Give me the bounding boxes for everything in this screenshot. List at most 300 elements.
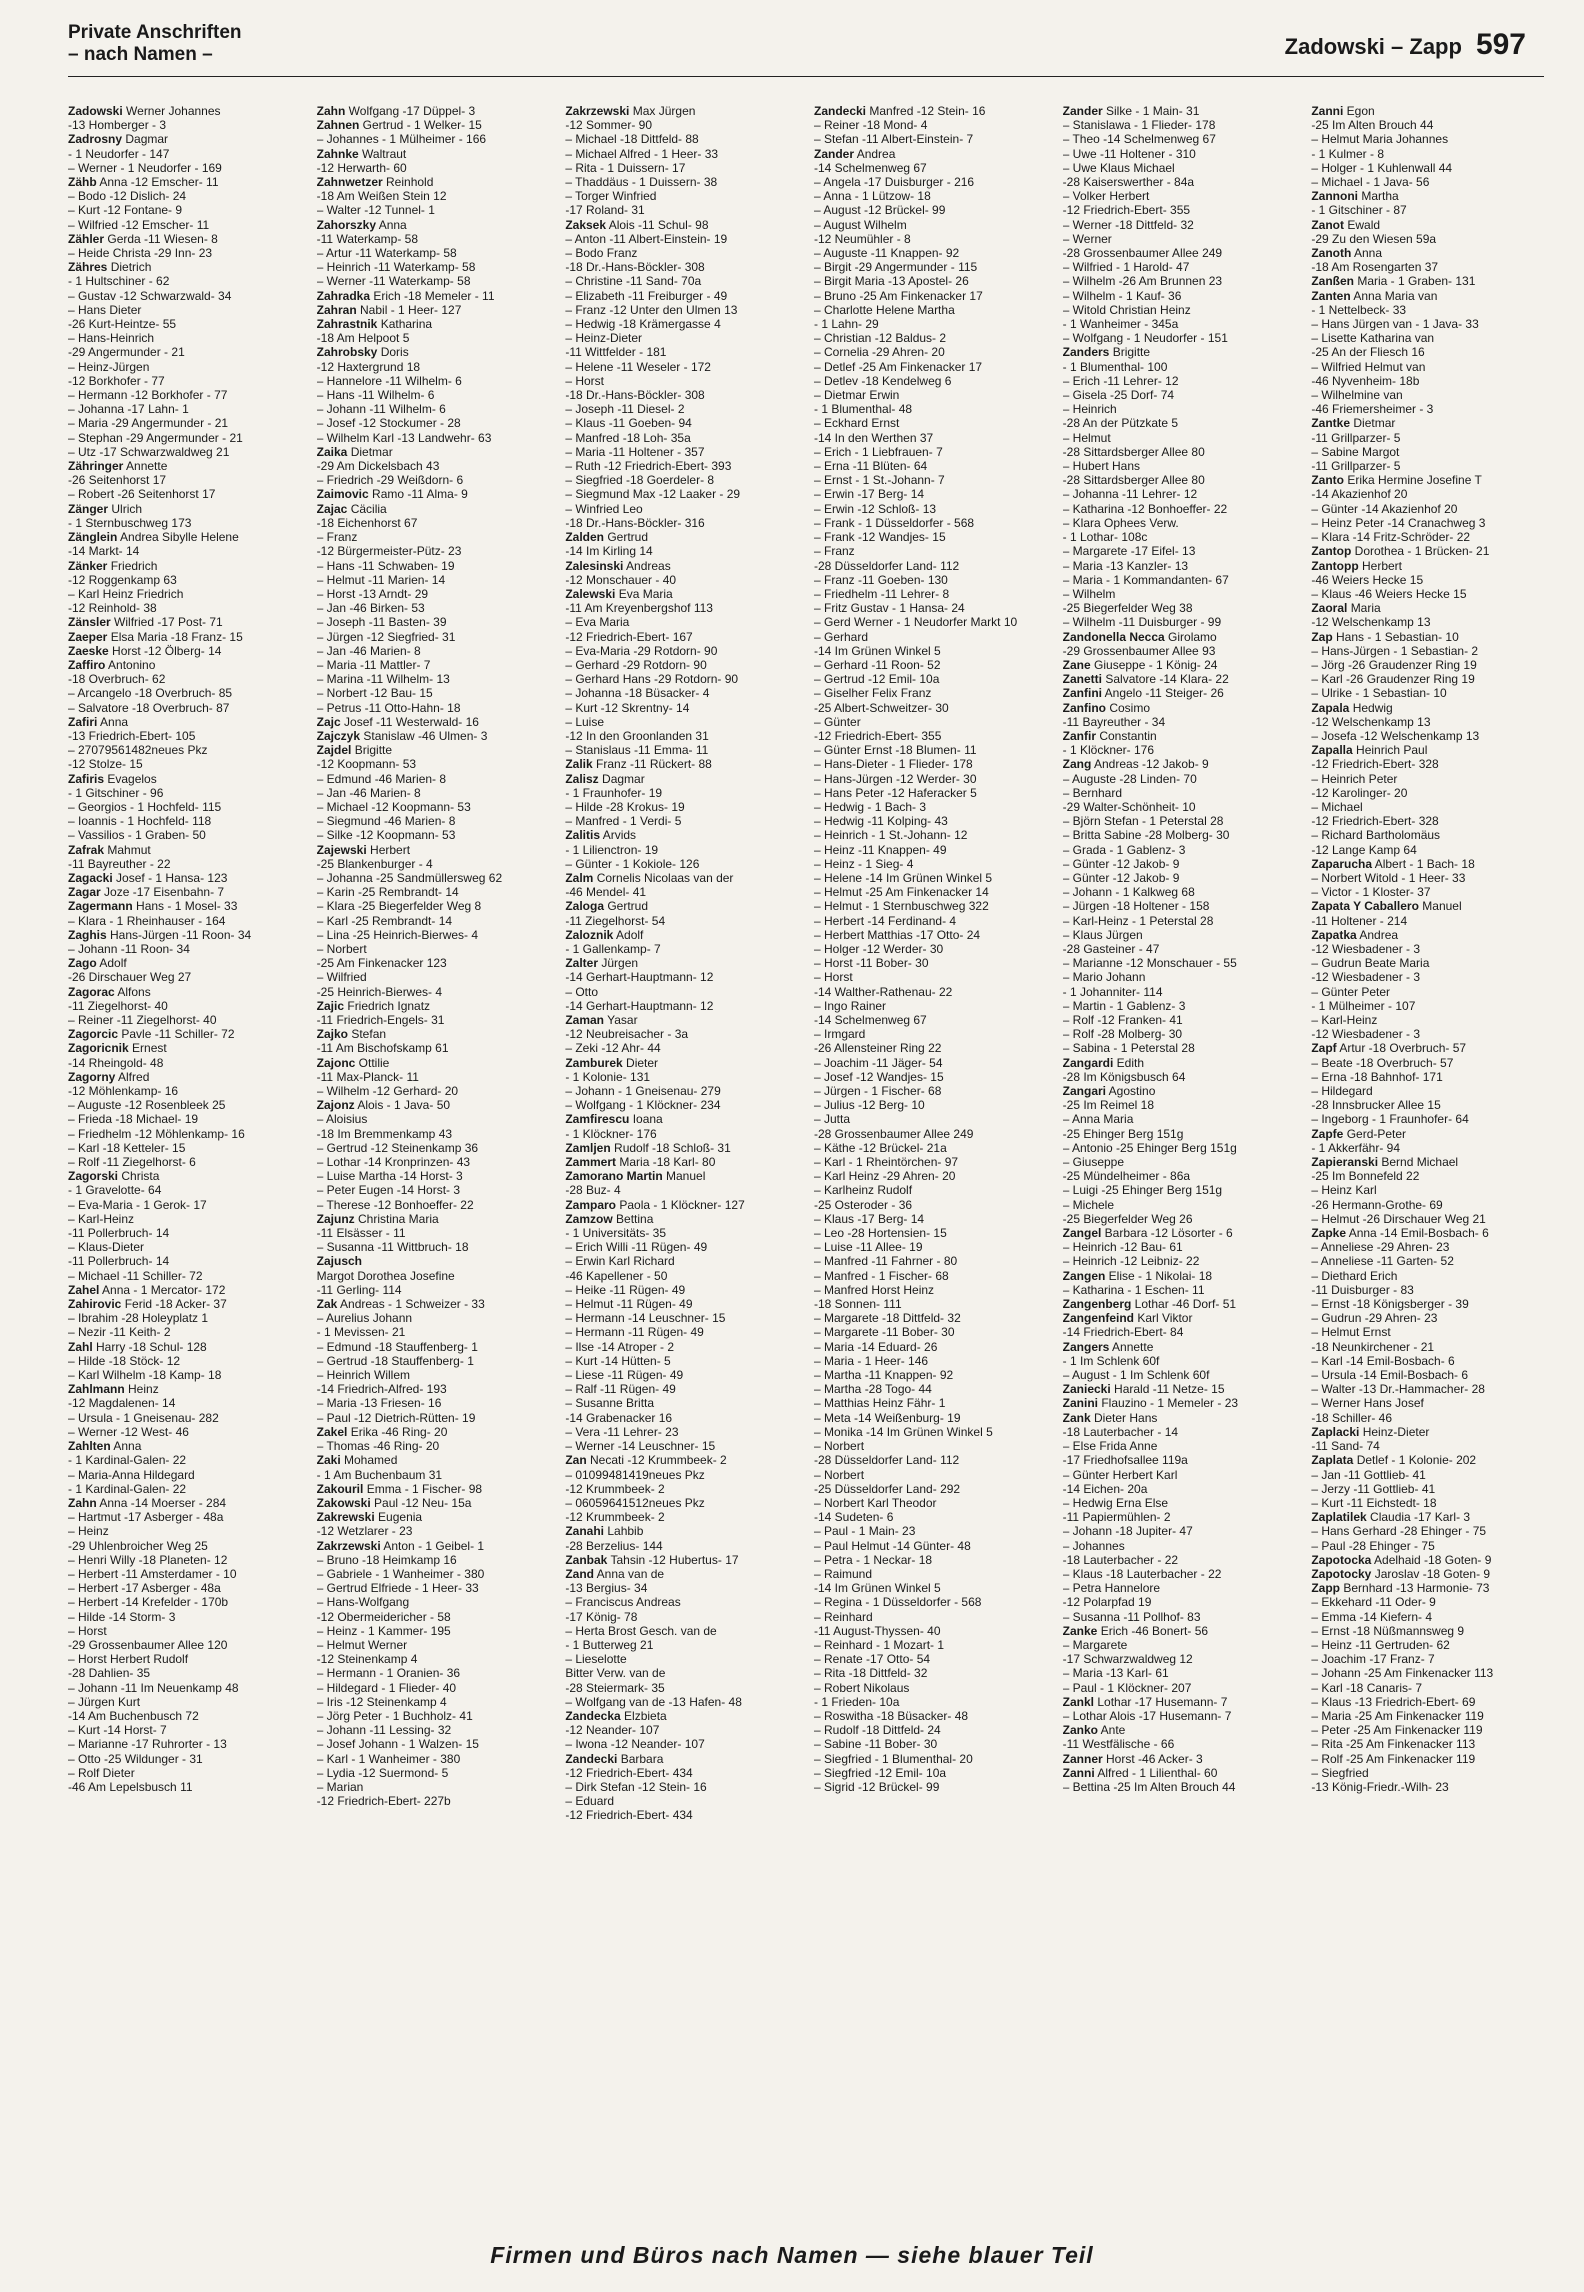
entry-text: Tahsin -12 Hubertus- 17 (610, 1552, 739, 1567)
entry-text: - 1 Blumenthal- 48 (814, 402, 913, 417)
entry-text: – Jürgen -12 Siegfried- 31 (316, 629, 456, 644)
entry-text: – Johann - 1 Gneisenau- 279 (565, 1084, 721, 1099)
listing-entry (68, 658, 305, 672)
entry-text: -11 Friedrich-Engels- 31 (316, 1013, 445, 1027)
listing-entry (1063, 232, 1300, 246)
entry-text: Dorothea - 1 Brücken- 21 (1354, 544, 1490, 559)
entry-text: Angelo -11 Steiger- 26 (1104, 686, 1224, 701)
entry-text: – Christian -12 Baldus- 2 (814, 331, 947, 346)
entry-text: – Anna Maria (1062, 1112, 1134, 1127)
listing-entry (68, 715, 305, 729)
listing-entry (317, 516, 554, 530)
listing-entry (565, 1780, 802, 1794)
listing-entry (1063, 1482, 1300, 1496)
entry-text: – Aloisius (316, 1112, 368, 1127)
listing-entry (814, 1013, 1051, 1027)
listing-entry (317, 1141, 554, 1155)
entry-text: Josef - 1 Hansa- 123 (116, 870, 228, 885)
entry-text: – Hildegard (1311, 1084, 1373, 1099)
entry-text: – Gertrud -12 Steinenkamp 36 (316, 1140, 479, 1155)
listing-entry (68, 161, 305, 175)
listing-entry (1063, 1283, 1300, 1297)
listing-entry (814, 1354, 1051, 1368)
entry-text: – Siegmund Max -12 Laaker - 29 (565, 487, 741, 502)
entry-surname: Zajonz (316, 1098, 355, 1113)
listing-entry (1311, 587, 1548, 601)
listing-entry (565, 1226, 802, 1240)
listing-entry (1311, 1425, 1548, 1439)
entry-text: -28 Sittardsberger Allee 80 (1062, 473, 1205, 488)
entry-text: – Werner -12 West- 46 (68, 1424, 189, 1439)
entry-text: Alfred - 1 Lilienthal- 60 (1097, 1765, 1218, 1780)
listing-entry (814, 942, 1051, 956)
listing-entry (1063, 1681, 1300, 1695)
listing-entry (814, 1382, 1051, 1396)
entry-text: – Karl-Heinz (1311, 1013, 1378, 1027)
entry-text: -12 Roggenkamp 63 (68, 572, 177, 587)
listing-entry (565, 374, 802, 388)
listing-entry (565, 260, 802, 274)
listing-entry (1063, 686, 1300, 700)
listing-entry (565, 715, 802, 729)
entry-text: – Paul -28 Ehinger - 75 (1311, 1538, 1435, 1553)
entry-surname: Zantop (1311, 544, 1352, 559)
listing-entry (1311, 132, 1548, 146)
listing-entry (1063, 345, 1300, 359)
listing-entry (565, 1325, 802, 1339)
entry-surname: Zähres (68, 260, 108, 275)
entry-text: – 27079561482neues Pkz (68, 743, 208, 758)
entry-text: -11 Elsässer - 11 (316, 1226, 406, 1241)
entry-text: Anna van de (596, 1566, 665, 1581)
listing-entry (1311, 985, 1548, 999)
entry-text: – Joseph -11 Basten- 39 (316, 615, 447, 630)
entry-text: – Hedwig -11 Kolping- 43 (814, 814, 948, 829)
entry-text: – Martha -11 Knappen- 92 (814, 1368, 954, 1383)
listing-entry (1063, 885, 1300, 899)
listing-entry (1063, 786, 1300, 800)
listing-entry (68, 1638, 305, 1652)
listing-entry (68, 502, 305, 516)
listing-entry (1063, 1752, 1300, 1766)
listing-entry (565, 1553, 802, 1567)
entry-text: – Wolfgang van de -13 Hafen- 48 (565, 1694, 742, 1709)
listing-entry (1063, 1666, 1300, 1680)
entry-text: – Norbert (814, 1439, 865, 1454)
entry-text: -17 Friedhofsallee 119a (1062, 1453, 1188, 1468)
entry-text: - 1 Wanheimer - 345a (1062, 317, 1179, 332)
listing-entry (68, 1269, 305, 1283)
entry-surname: Zangen (1062, 1268, 1106, 1283)
entry-text: – Jürgen -18 Holtener - 158 (1062, 899, 1210, 914)
listing-entry (565, 502, 802, 516)
entry-text: – Heinz - 1 Kammer- 195 (316, 1623, 451, 1638)
listing-entry (68, 118, 305, 132)
listing-entry (1311, 1056, 1548, 1070)
entry-text: – Hartmut -17 Asberger - 48a (68, 1510, 224, 1525)
entry-text: – Wilfried -12 Emscher- 11 (68, 217, 210, 232)
entry-text: – Monika -14 Im Grünen Winkel 5 (814, 1424, 993, 1439)
entry-text: Gertrud (607, 899, 649, 914)
entry-surname: Zahl (68, 1339, 93, 1354)
entry-text: – Thomas -46 Ring- 20 (316, 1439, 440, 1454)
listing-entry (317, 274, 554, 288)
entry-text: – Michael Alfred - 1 Heer- 33 (565, 146, 719, 161)
entry-surname: Zahnke (316, 146, 359, 161)
entry-text: – Karin -25 Rembrandt- 14 (316, 885, 459, 900)
listing-entry (1311, 1141, 1548, 1155)
entry-text: – Günter (814, 714, 861, 729)
entry-text: -28 Buz- 4 (565, 1183, 621, 1198)
listing-entry (317, 1027, 554, 1041)
listing-column-1 (68, 104, 305, 2194)
entry-text: – Ekkehard -11 Oder- 9 (1311, 1595, 1436, 1610)
entry-text: Anna Maria van (1353, 288, 1438, 303)
entry-text: – Hans Peter -12 Haferacker 5 (814, 785, 977, 800)
entry-text: Stefan (351, 1027, 387, 1042)
listing-entry (565, 701, 802, 715)
listing-entry (1063, 1595, 1300, 1609)
entry-text: – Erich -11 Lehrer- 12 (1062, 373, 1179, 388)
listing-entry (1311, 914, 1548, 928)
entry-text: Christina Maria (358, 1211, 439, 1226)
entry-text: – Karl -18 Ketteler- 15 (68, 1140, 186, 1155)
entry-surname: Zaoral (1311, 601, 1348, 616)
entry-text: Ante (1100, 1723, 1126, 1738)
entry-text: -25 Ehinger Berg 151g (1062, 1126, 1184, 1141)
listing-entry (1063, 1396, 1300, 1410)
entry-text: -18 Dr.-Hans-Böckler- 316 (565, 515, 705, 530)
listing-entry (1063, 729, 1300, 743)
entry-text: – Karl -25 Rembrandt- 14 (316, 913, 453, 928)
entry-text: -12 Friedrich-Ebert- 434 (565, 1765, 693, 1780)
listing-entry (814, 416, 1051, 430)
listing-entry (68, 331, 305, 345)
listing-entry (1063, 1254, 1300, 1268)
entry-text: -14 Akazienhof 20 (1311, 487, 1408, 502)
listing-entry (317, 331, 554, 345)
listing-entry (1063, 985, 1300, 999)
entry-text: Elsa Maria -18 Franz- 15 (110, 629, 243, 644)
entry-text: – Maria - 1 Kommandanten- 67 (1062, 572, 1229, 587)
listing-entry (1311, 189, 1548, 203)
entry-text: – Gustav -12 Schwarzwald- 34 (68, 288, 232, 303)
listing-entry (814, 757, 1051, 771)
entry-surname: Zapp (1311, 1581, 1340, 1596)
entry-text: -12 Welschenkamp 13 (1311, 714, 1431, 729)
entry-text: – Jan -46 Marien- 8 (316, 643, 421, 658)
footer-note: Firmen und Büros nach Namen — siehe blauer Teil (490, 2242, 1094, 2268)
listing-entry (1311, 303, 1548, 317)
listing-entry (1063, 615, 1300, 629)
entry-text: – Horst (814, 970, 853, 985)
listing-entry (1311, 1198, 1548, 1212)
entry-text: -18 Sonnen- 111 (814, 1297, 902, 1312)
entry-text: Karl Viktor (1137, 1311, 1193, 1326)
entry-text: Girolamo (1168, 629, 1217, 644)
entry-text: -29 Uhlenbroicher Weg 25 (68, 1538, 208, 1553)
listing-entry (68, 1141, 305, 1155)
listing-entry (68, 431, 305, 445)
entry-surname: Zafiris (68, 771, 105, 786)
listing-entry (1063, 1411, 1300, 1425)
listing-entry (565, 573, 802, 587)
listing-entry (317, 175, 554, 189)
listing-entry (814, 360, 1051, 374)
entry-text: – Klaus -13 Friedrich-Ebert- 69 (1311, 1694, 1476, 1709)
entry-text: Adelhaid -18 Goten- 9 (1374, 1552, 1492, 1567)
entry-text: Alois - 1 Java- 50 (357, 1098, 451, 1113)
entry-surname: Zagermann (68, 899, 133, 914)
listing-entry (565, 757, 802, 771)
entry-text: – Otto (565, 984, 599, 999)
listing-entry (565, 743, 802, 757)
entry-text: Anna (113, 1439, 142, 1454)
listing-entry (317, 1396, 554, 1410)
listing-entry (1311, 1709, 1548, 1723)
entry-text: – Michael -11 Schiller- 72 (68, 1268, 203, 1283)
listing-entry (68, 388, 305, 402)
entry-text: Andreas -12 Jakob- 9 (1094, 757, 1209, 772)
entry-text: – Robert -26 Seitenhorst 17 (68, 487, 216, 502)
entry-surname: Zandecka (565, 1708, 621, 1723)
entry-text: Pavle -11 Schiller- 72 (121, 1027, 235, 1042)
listing-entry (814, 899, 1051, 913)
listing-entry (317, 559, 554, 573)
entry-text: – Jürgen - 1 Fischer- 68 (814, 1084, 942, 1099)
listing-entry (68, 1297, 305, 1311)
entry-text: -11 Grillparzer- 5 (1311, 430, 1401, 445)
entry-text: – Petrus -11 Otto-Hahn- 18 (316, 700, 461, 715)
entry-text: – Artur -11 Waterkamp- 58 (316, 246, 457, 261)
listing-entry (814, 1240, 1051, 1254)
listing-entry (814, 1453, 1051, 1467)
listing-entry (68, 1510, 305, 1524)
entry-text: -26 Seitenhorst 17 (68, 473, 167, 488)
listing-entry (1063, 516, 1300, 530)
entry-text: Barbara (620, 1751, 664, 1766)
entry-text: – Ioannis - 1 Hochfeld- 118 (68, 814, 212, 829)
entry-text: Cornelis Nicolaas van der (596, 870, 734, 885)
entry-text: Manuel (1422, 899, 1462, 914)
listing-entry (814, 260, 1051, 274)
entry-text: Horst -12 Ölberg- 14 (112, 643, 222, 658)
entry-text: Heinz-Dieter (1362, 1424, 1430, 1439)
entry-text: – Anna - 1 Lützow- 18 (814, 189, 931, 204)
listing-entry (68, 885, 305, 899)
entry-text: -26 Allensteiner Ring 22 (814, 1041, 942, 1056)
listing-entry (1063, 757, 1300, 771)
entry-text: – Hermann -12 Borkhofer - 77 (68, 388, 228, 403)
listing-entry (68, 1780, 305, 1794)
entry-text: -18 Neunkirchener - 21 (1311, 1339, 1435, 1354)
entry-text: – Wilfried Helmut van (1311, 359, 1426, 374)
entry-text: Andreas - 1 Schweizer - 33 (340, 1297, 485, 1312)
listing-entry (565, 1709, 802, 1723)
entry-text: – Lisette Katharina van (1311, 331, 1435, 346)
listing-entry (565, 289, 802, 303)
entry-text: -12 Polarpfad 19 (1062, 1595, 1152, 1610)
listing-entry (565, 189, 802, 203)
entry-text: – Helmut - 1 Sternbuschweg 322 (814, 899, 989, 914)
entry-text: – Rita -18 Dittfeld- 32 (814, 1666, 928, 1681)
entry-text: – Reiner -18 Mond- 4 (814, 118, 928, 133)
entry-text: Emma - 1 Fischer- 98 (366, 1481, 483, 1496)
listing-entry (317, 218, 554, 232)
listing-entry (1063, 800, 1300, 814)
listing-entry (68, 1311, 305, 1325)
entry-text: Gerda -11 Wiesen- 8 (107, 231, 218, 246)
entry-text: – Johann - 1 Kalkweg 68 (1062, 885, 1195, 900)
listing-entry (814, 1766, 1051, 1780)
entry-text: – Hans-Dieter - 1 Flieder- 178 (814, 757, 973, 772)
listing-entry (1311, 843, 1548, 857)
listing-entry (565, 459, 802, 473)
entry-surname: Zang (1062, 757, 1092, 772)
entry-text: – Karl-Heinz (68, 1211, 135, 1226)
listing-entry (1311, 1127, 1548, 1141)
listing-entry (814, 246, 1051, 260)
entry-surname: Zapf (1311, 1041, 1337, 1056)
listing-entry (317, 1737, 554, 1751)
entry-text: – Reinhard - 1 Mozart- 1 (814, 1637, 945, 1652)
listing-entry (317, 1127, 554, 1141)
entry-text: – Norbert Karl Theodor (814, 1495, 937, 1510)
listing-entry (1311, 1595, 1548, 1609)
entry-text: -12 Neander- 107 (565, 1723, 660, 1738)
entry-surname: Zajunz (316, 1211, 355, 1226)
entry-surname: Zanahi (565, 1524, 604, 1539)
entry-text: – Detlef -25 Am Finkenacker 17 (814, 359, 983, 374)
listing-entry (814, 175, 1051, 189)
listing-entry (565, 1411, 802, 1425)
listing-entry (1311, 601, 1548, 615)
entry-text: – Johann -11 Wilhelm- 6 (316, 402, 446, 417)
entry-surname: Zanner (1062, 1751, 1103, 1766)
entry-text: -18 Dr.-Hans-Böckler- 308 (565, 388, 705, 403)
entry-text: – Frank - 1 Düsseldorfer - 568 (814, 515, 975, 530)
entry-text: – Klara -25 Biegerfelder Weg 8 (316, 899, 482, 914)
entry-text: Salvatore -14 Klara- 22 (1105, 672, 1229, 687)
entry-text: – Zeki -12 Ahr- 44 (565, 1041, 661, 1056)
entry-text: – Maria -25 Am Finkenacker 119 (1311, 1708, 1484, 1723)
listing-entry (68, 416, 305, 430)
listing-entry (565, 857, 802, 871)
entry-surname: Zaeper (68, 629, 108, 644)
listing-entry (565, 1254, 802, 1268)
entry-text: – Sabine Margot (1311, 444, 1400, 459)
entry-text: Katharina (380, 317, 433, 332)
listing-entry (565, 885, 802, 899)
entry-text: Annette (126, 459, 168, 474)
listing-entry (565, 218, 802, 232)
entry-text: – Ernst - 1 St.-Johann- 7 (814, 473, 945, 488)
listing-entry (317, 899, 554, 913)
entry-text: -25 Düsseldorfer Land- 292 (814, 1481, 961, 1496)
listing-entry (317, 1496, 554, 1510)
entry-text: -17 Schwarzwaldweg 12 (1062, 1652, 1193, 1667)
listing-entry (814, 1553, 1051, 1567)
entry-text: - 1 Kolonie- 131 (565, 1069, 651, 1084)
entry-text: -28 Kaiserswerther - 84a (1062, 175, 1195, 190)
listing-entry (68, 1411, 305, 1425)
entry-surname: Zahorszky (316, 217, 377, 232)
listing-entry (565, 445, 802, 459)
entry-text: - 1 Blumenthal- 100 (1062, 359, 1168, 374)
entry-text: -11 Bayreuther - 22 (68, 856, 171, 871)
entry-text: Christa (121, 1169, 160, 1184)
entry-text: Dagmar (602, 771, 645, 786)
entry-text: – Matthias Heinz Fähr- 1 (814, 1396, 946, 1411)
entry-text: – Heinz Peter -14 Cranachweg 3 (1311, 515, 1486, 530)
listing-entry (317, 1780, 554, 1794)
listing-entry (68, 843, 305, 857)
listing-entry (317, 345, 554, 359)
listing-entry (68, 1524, 305, 1538)
entry-text: – Gerhard Hans -29 Rotdorn- 90 (565, 672, 739, 687)
listing-entry (317, 743, 554, 757)
entry-text: – Michael -18 Dittfeld- 88 (565, 132, 699, 147)
listing-entry (68, 1183, 305, 1197)
listing-entry (68, 1368, 305, 1382)
listing-entry (814, 1127, 1051, 1141)
entry-text: Eugenia (378, 1510, 423, 1525)
entry-text: -18 Am Helpoot 5 (316, 331, 410, 346)
entry-text: Alois -11 Schul- 98 (608, 217, 709, 232)
entry-surname: Zagar (68, 885, 101, 900)
listing-entry (68, 260, 305, 274)
entry-text: – Beate -18 Overbruch- 57 (1311, 1055, 1454, 1070)
listing-entry (1311, 871, 1548, 885)
listing-entry (68, 942, 305, 956)
listing-entry (814, 1084, 1051, 1098)
listing-entry (814, 1269, 1051, 1283)
entry-text: – Heinz-Jürgen (68, 359, 150, 374)
listing-entry (814, 1624, 1051, 1638)
entry-text: – Martha -28 Togo- 44 (814, 1382, 932, 1397)
entry-surname: Zand (565, 1566, 594, 1581)
listing-entry (317, 658, 554, 672)
entry-surname: Zahran (316, 302, 357, 317)
entry-text: Lahbib (607, 1524, 644, 1539)
entry-text: Cäcilia (350, 501, 387, 516)
entry-text: – Rolf -11 Ziegelhorst- 6 (68, 1155, 196, 1170)
listing-entry (814, 1226, 1051, 1240)
entry-text: - 1 Akkerfähr- 94 (1311, 1140, 1401, 1155)
listing-entry (1311, 459, 1548, 473)
entry-text: – Franz (814, 544, 855, 559)
entry-text: -29 Walter-Schönheit- 10 (1062, 799, 1196, 814)
entry-text: Manuel (666, 1169, 706, 1184)
listing-entry (1063, 260, 1300, 274)
entry-text: Agostino (1108, 1084, 1156, 1099)
listing-entry (317, 1269, 554, 1283)
entry-surname: Zahnen (316, 118, 360, 133)
listing-entry (565, 1183, 802, 1197)
entry-text: – Eduard (565, 1794, 615, 1809)
entry-text: – Helmut Ernst (1311, 1325, 1391, 1340)
entry-text: – Günter Peter (1311, 984, 1391, 999)
entry-surname: Zaplatilek (1311, 1510, 1367, 1525)
listing-entry (1063, 431, 1300, 445)
listing-entry (1063, 587, 1300, 601)
listing-entry (565, 587, 802, 601)
listing-entry (68, 218, 305, 232)
entry-text: – Auguste -12 Rosenbleek 25 (68, 1098, 226, 1113)
entry-text: – Jan -46 Marien- 8 (316, 785, 421, 800)
listing-entry (814, 1482, 1051, 1496)
entry-text: – Günter Ernst -18 Blumen- 11 (814, 743, 977, 758)
